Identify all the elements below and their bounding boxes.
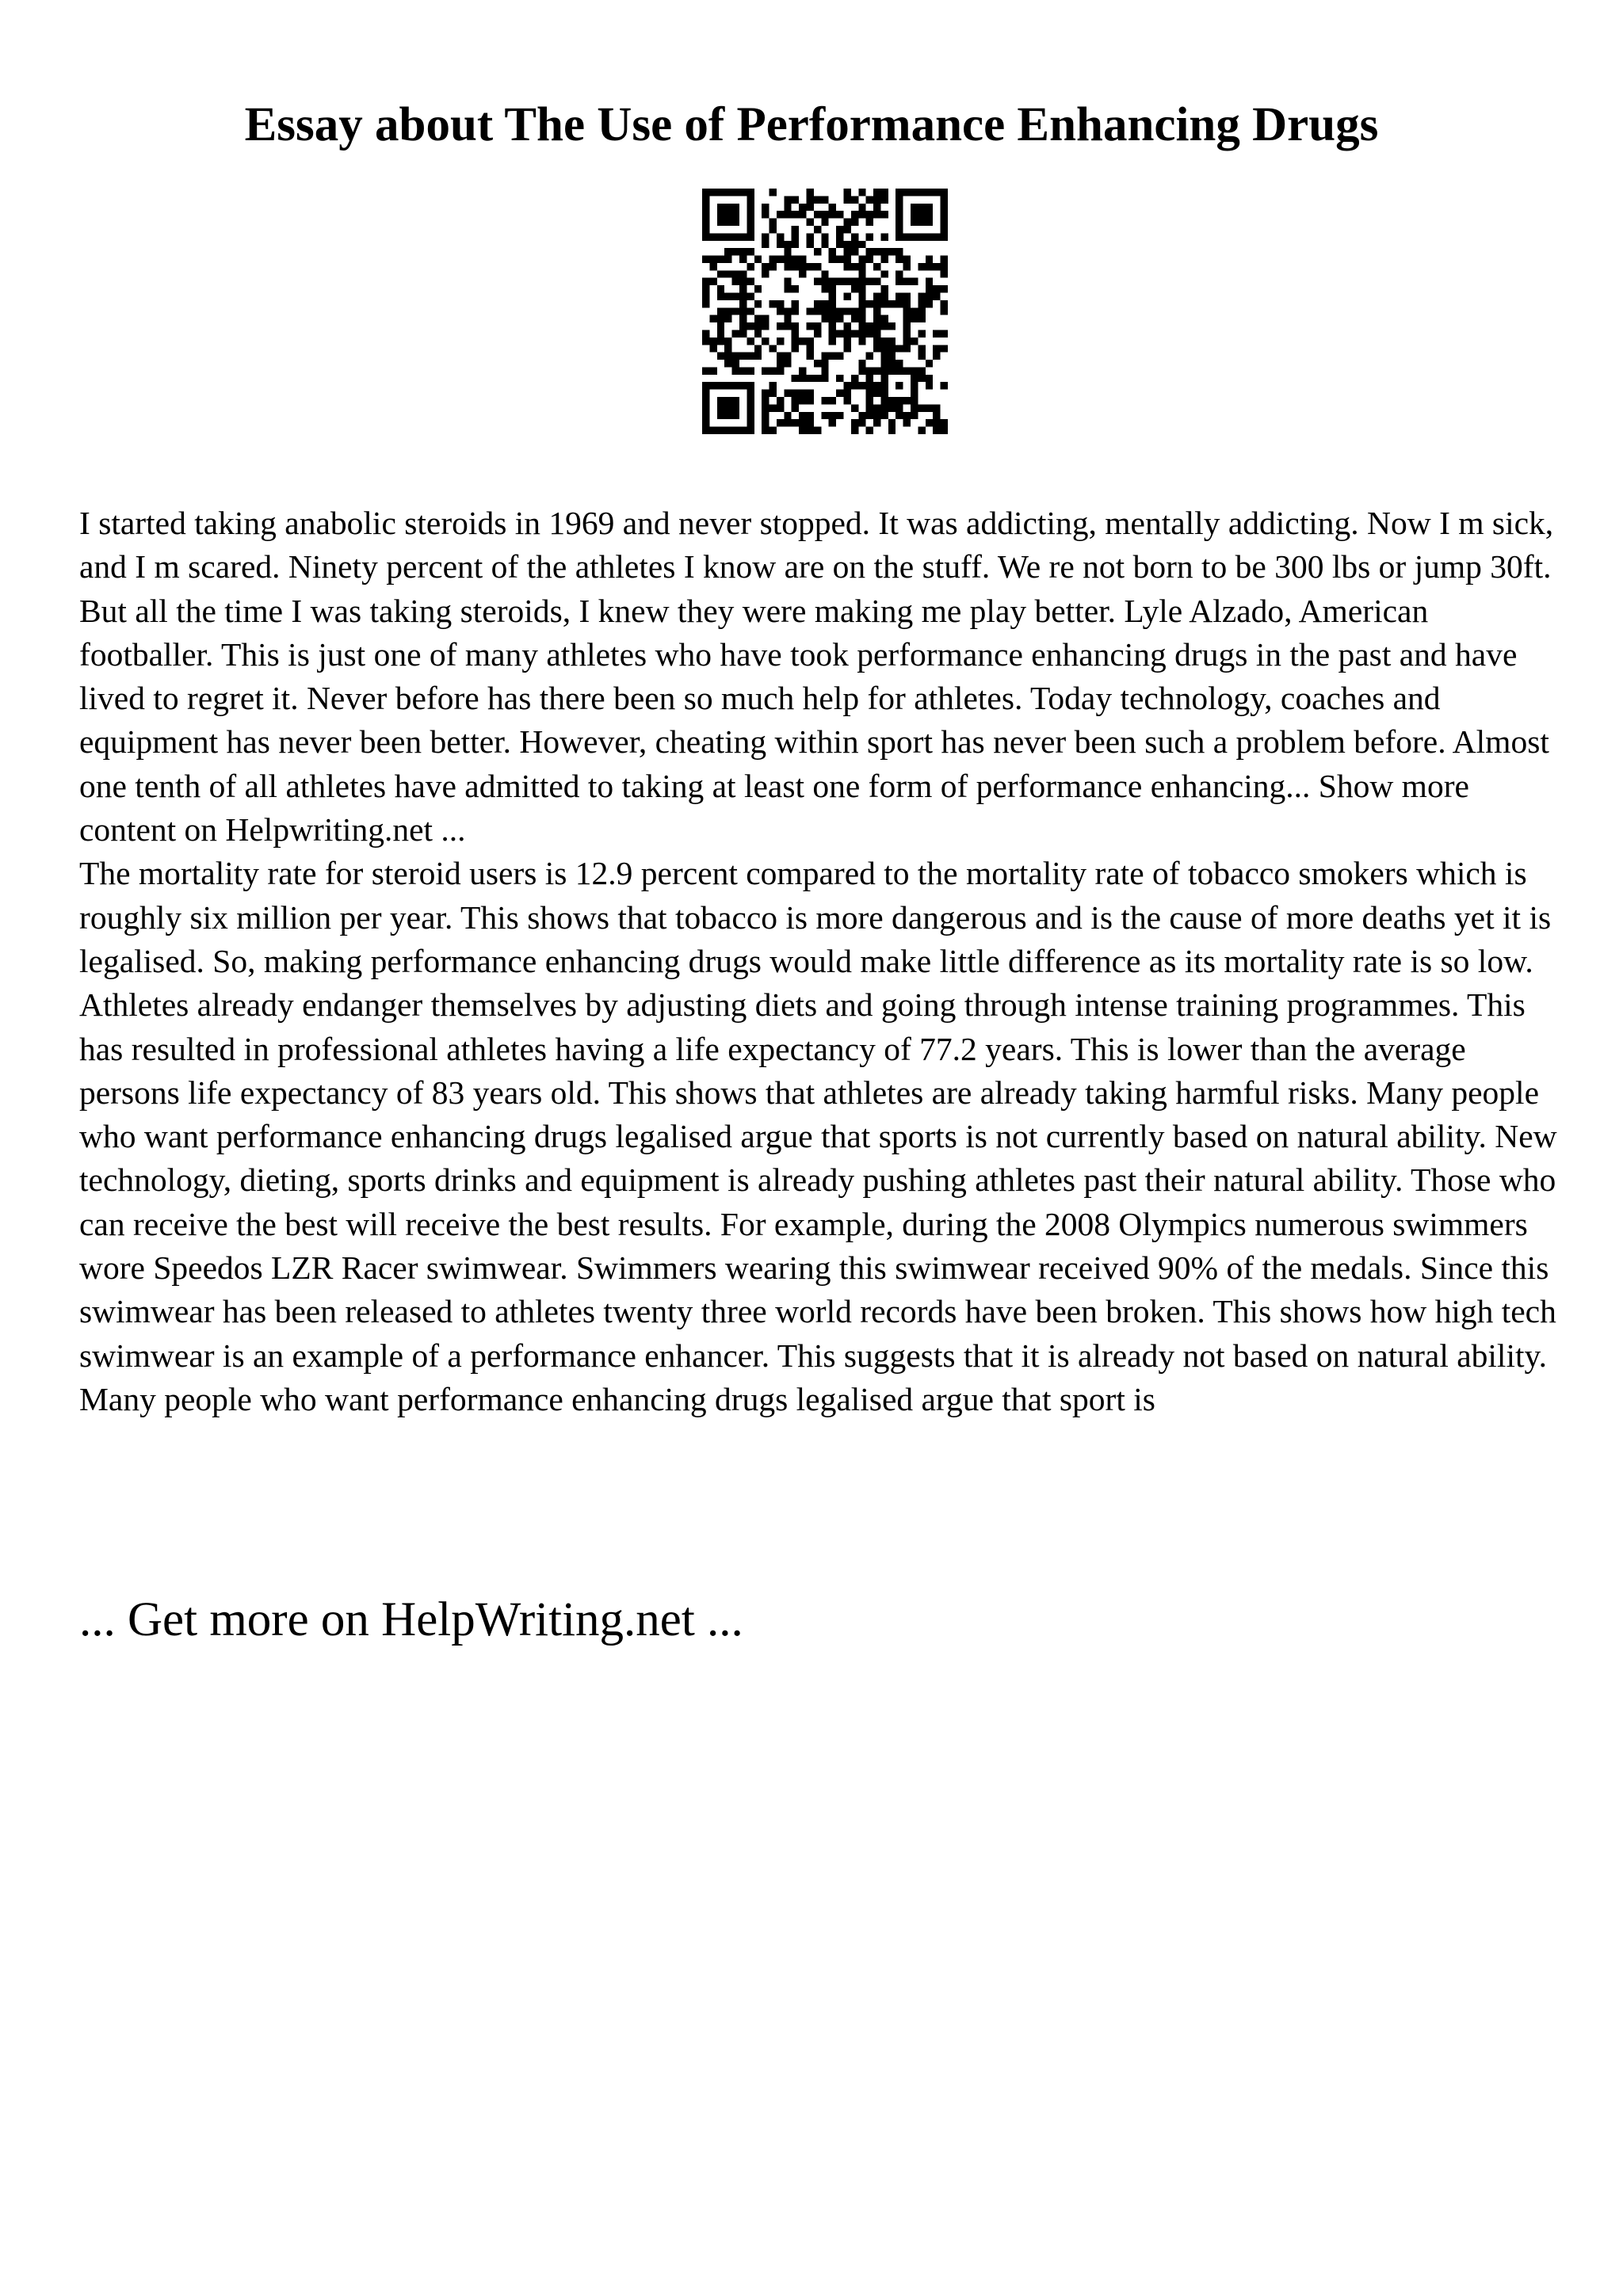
document-title: Essay about The Use of Performance Enhancing Drugs — [244, 98, 1379, 151]
get-more-link[interactable]: ... Get more on HelpWriting.net ... — [79, 1593, 743, 1646]
essay-paragraph-2: The mortality rate for steroid users is 12.9 percent compared to the mortality rate of tobacco smokers which is roughly six million per year. This shows that tobacco is more dangerous and is the cause of more deaths yet it is legalised. So, making performance enhancing drugs would make little difference as its mortality rate is so low. Athletes already endanger themselves by adjusting diets and going through intense training programmes. This has resulted in professional athletes having a life expectancy of 77.2 years. This is lower than the average persons life expectancy of 83 years old. This shows that athletes are already taking harmful risks. Many people who want performance enhancing drugs legalised argue that sports is not currently based on natural ability. New technology, dieting, sports drinks and equipment is already pushing athletes past their natural ability. Those who can receive the best will receive the best results. For example, during the 2008 Olympics numerous swimmers wore Speedos LZR Racer swimwear. Swimmers wearing this swimwear received 90% of the medals. Since this swimwear has been released to athletes twenty three world records have been broken. This shows how high tech swimwear is an example of a performance enhancer. This suggests that it is already not based on natural ability. Many people who want performance enhancing drugs legalised argue that sport is — [79, 855, 1557, 1417]
qr-code-icon — [702, 189, 948, 434]
essay-body — [79, 502, 1569, 1421]
essay-paragraph-1: I started taking anabolic steroids in 1969 and never stopped. It was addicting, mentally addicting. Now I m sick, and I m scared. Ninety percent of the athletes I know are on the stuff. We re not born to be 300 lbs or jump 30ft. But all the time I was taking steroids, I knew they were making me play better. Lyle Alzado, American footballer. This is just one of many athletes who have took performance enhancing drugs in the past and have lived to regret it. Never before has there been so much help for athletes. Today technology, coaches and equipment has never been better. However, cheating within sport has never been such a problem before. Almost one tenth of all athletes have admitted to taking at least one form of performance enhancing... Show more content on Helpwriting.net ... — [79, 505, 1554, 849]
